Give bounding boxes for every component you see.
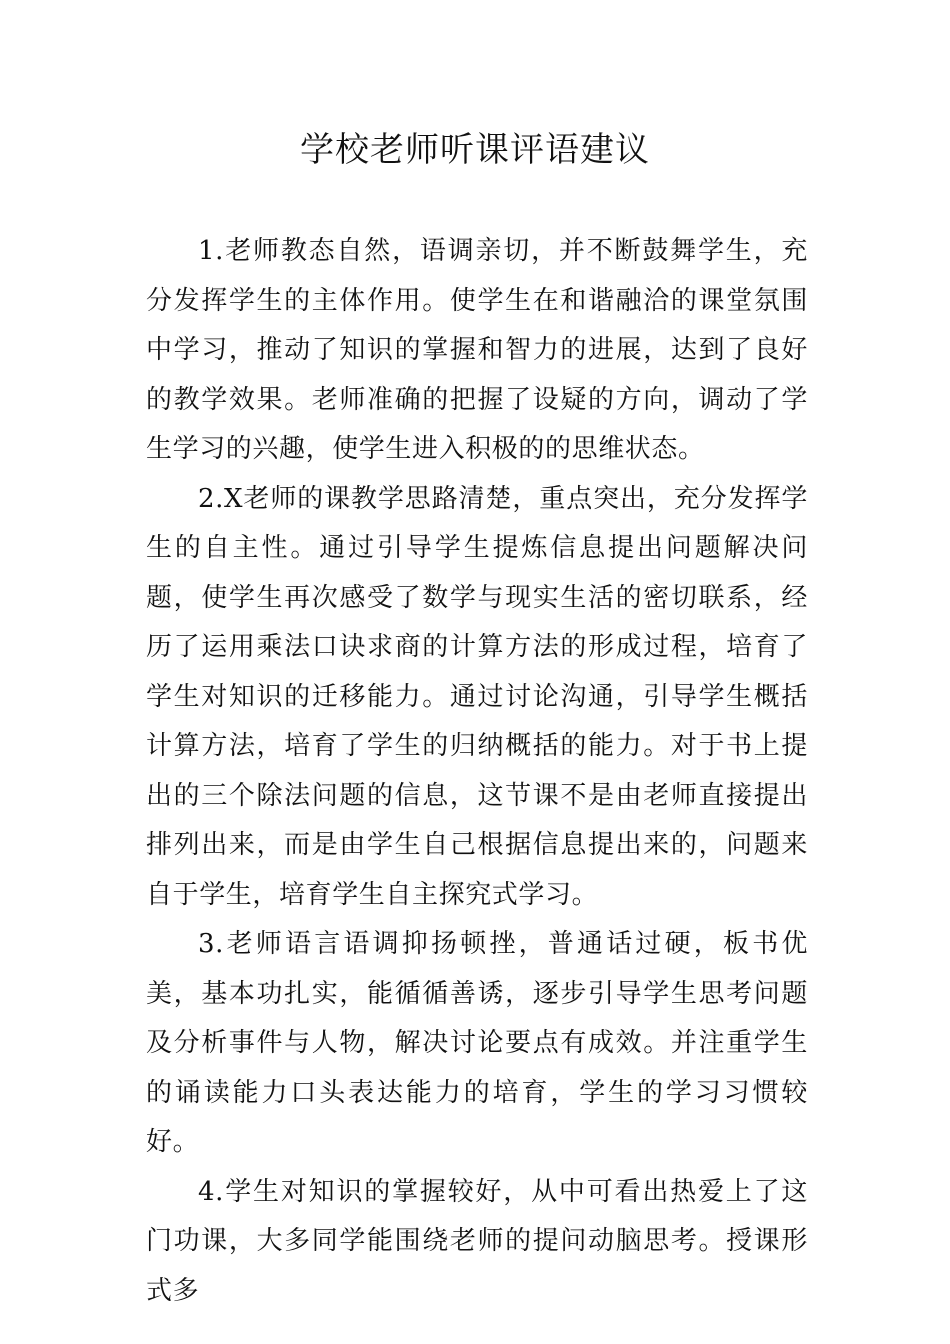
paragraph-4: 4.学生对知识的掌握较好，从中可看出热爱上了这门功课，大多同学能围绕老师的提问动脑思考。授课形式多 (146, 1176, 808, 1306)
paragraph-1: 1.老师教态自然，语调亲切，并不断鼓舞学生，充分发挥学生的主体作用。使学生在和谐融洽的课堂氛围中学习，推动了知识的掌握和智力的进展，达到了良好的教学效果。老师准确的把握了设疑的方向，调动了学生学习的兴趣，使学生进入积极的的思维状态。 (146, 236, 808, 464)
paragraph-3: 3.老师语言语调抑扬顿挫，普通话过硬，板书优美，基本功扎实，能循循善诱，逐步引导学生思考问题及分析事件与人物，解决讨论要点有成效。并注重学生的诵读能力口头表达能力的培育，学生的学习习惯较好。 (146, 929, 808, 1157)
document-body (146, 227, 808, 1316)
document-title: 学校老师听课评语建议 (300, 130, 650, 170)
paragraph-2: 2.X老师的课教学思路清楚，重点突出，充分发挥学生的自主性。通过引导学生提炼信息提出问题解决问题，使学生再次感受了数学与现实生活的密切联系，经历了运用乘法口诀求商的计算方法的形成过程，培育了学生对知识的迁移能力。通过讨论沟通，引导学生概括计算方法，培育了学生的归纳概括的能力。对于书上提出的三个除法问题的信息，这节课不是由老师直接提出排列出来，而是由学生自己根据信息提出来的，问题来自于学生，培育学生自主探究式学习。 (146, 483, 808, 910)
